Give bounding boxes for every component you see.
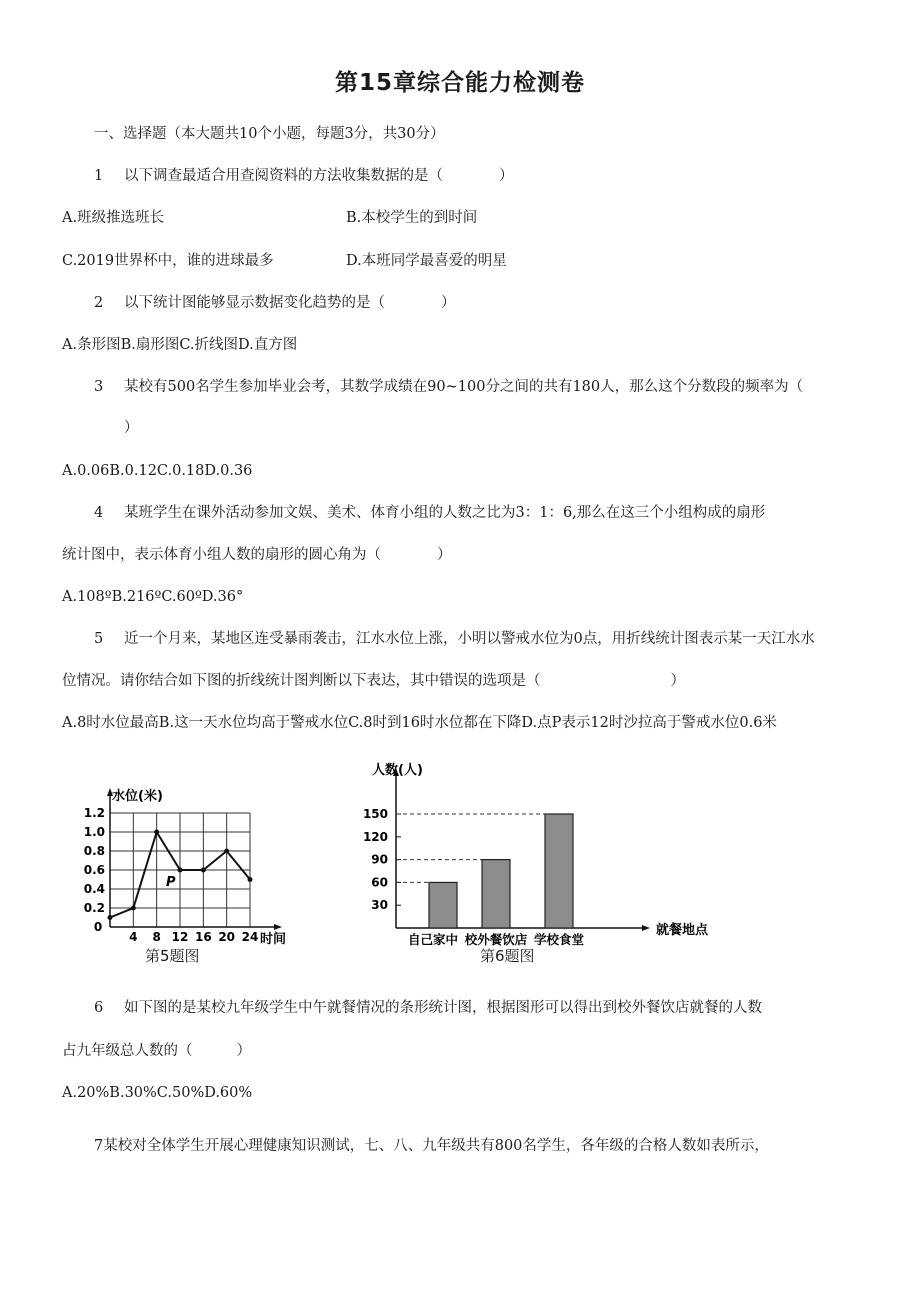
y-tick-label: 60 [371, 875, 388, 890]
question-7: 7某校对全体学生开展心理健康知识测试，七、八、九年级共有800名学生，各年级的合格人数如表所示， [94, 1138, 769, 1154]
x-tick-label: 8 [152, 930, 161, 944]
y-tick-label: 1.2 [83, 806, 105, 820]
y-tick-label: 30 [371, 898, 388, 913]
option-a: A.班级推选班长 [62, 210, 165, 226]
x-tick-label: 16 [194, 930, 212, 944]
figure-5-caption: 第5题图 [145, 947, 200, 965]
question-4-cont [62, 545, 452, 565]
bracket-close: ） [670, 673, 685, 689]
question-6 [94, 998, 762, 1018]
x-axis-label: 时间 [260, 932, 287, 947]
bar [545, 814, 573, 928]
question-number: 5 [94, 631, 104, 647]
y-tick-label: 0.4 [83, 882, 105, 896]
data-point [131, 906, 136, 911]
y-tick-label: 0.2 [83, 901, 105, 915]
question-number: 1 [94, 168, 104, 184]
question-text: 以下调查最适合用查阅资料的方法收集数据的是（ [124, 168, 443, 184]
x-category-label: 校外餐饮店 [464, 932, 528, 947]
question-text: 统计图中，表示体育小组人数的扇形的圆心角为（ [62, 547, 381, 563]
options-line: A.20%B.30%C.50%D.60% [62, 1085, 253, 1101]
x-category-label: 学校食堂 [533, 932, 585, 947]
x-tick-label: 0 [93, 920, 103, 934]
point-label-p: P [166, 875, 176, 890]
x-axis-arrow [274, 924, 282, 930]
option-b: B.本校学生的到时间 [346, 210, 478, 226]
y-axis-label: 人数(人) [372, 763, 423, 778]
y-tick-label: 120 [362, 829, 388, 844]
question-6-cont [62, 1041, 251, 1061]
y-tick-label: 150 [362, 807, 388, 821]
question-number: 4 [94, 505, 104, 521]
bracket-close: ） [236, 1043, 251, 1059]
y-tick-label: 90 [371, 852, 388, 867]
options-line: A.条形图B.扇形图C.折线图D.直方图 [62, 337, 298, 353]
question-text: 以下统计图能够显示数据变化趋势的是（ [124, 295, 385, 311]
question-text: 某校有500名学生参加毕业会考，其数学成绩在90~100分之间的共有180人，那么这个分数段的频率为（ [124, 379, 804, 395]
page-title: 第15章综合能力检测卷 [334, 70, 585, 96]
figure-6-caption: 第6题图 [480, 947, 535, 965]
question-text: 某班学生在课外活动参加文娱、美术、体育小组的人数之比为3：1：6,那么在这三个小组构成的扇形 [124, 505, 766, 521]
data-point [224, 849, 229, 854]
question-4 [94, 503, 765, 523]
options-line: A.108ºB.216ºC.60ºD.36° [62, 589, 244, 605]
bar [482, 860, 510, 928]
question-3 [94, 377, 803, 397]
x-tick-label: 24 [241, 930, 259, 944]
bracket-close: ） [441, 295, 456, 311]
y-tick-label: 0.8 [83, 844, 105, 858]
x-axis-label: 就餐地点 [656, 923, 709, 938]
bar-chart-fig6 [360, 758, 709, 948]
question-text: 近一个月来，某地区连受暴雨袭击，江水水位上涨，小明以警戒水位为0点，用折线统计图表示某一天江水水 [124, 631, 815, 647]
question-text: 如下图的是某校九年级学生中午就餐情况的条形统计图，根据图形可以得出到校外餐饮店就餐的人数 [124, 1000, 762, 1016]
x-category-label: 自己家中 [407, 932, 459, 947]
question-number: 3 [94, 379, 104, 395]
section-heading: 一、选择题（本大题共10个小题，每题3分，共30分） [94, 126, 445, 142]
y-tick-label: 1.0 [83, 825, 105, 839]
bracket-close: ） [499, 168, 514, 184]
question-text: 位情况。请你结合如下图的折线统计图判断以下表达，其中错误的选项是（ [62, 673, 541, 689]
y-tick-label: 0.6 [83, 863, 105, 877]
question-1 [94, 166, 514, 186]
data-point [108, 915, 113, 920]
question-5 [94, 629, 815, 649]
x-tick-label: 20 [218, 930, 236, 944]
question-text: 占九年级总人数的（ [62, 1043, 193, 1059]
data-point [178, 868, 183, 873]
data-point [201, 868, 206, 873]
x-axis-arrow [642, 925, 650, 931]
y-axis-label: 水位(米) [112, 789, 163, 804]
question-number: 6 [94, 1000, 104, 1016]
question-5-cont [62, 671, 685, 691]
option-c: C.2019世界杯中，谁的进球最多 [62, 253, 274, 269]
options-line: A.8时水位最高B.这一天水位均高于警戒水位C.8时到16时水位都在下降D.点P表示12时沙拉高于警戒水位0.6米 [62, 715, 777, 731]
question-2 [94, 293, 456, 313]
options-line: A.0.06B.0.12C.0.18D.0.36 [62, 463, 253, 479]
bracket-close: ） [124, 420, 139, 436]
question-number: 2 [94, 295, 104, 311]
bracket-close: ） [437, 547, 452, 563]
line-chart-fig5 [70, 780, 290, 950]
x-tick-label: 4 [129, 930, 138, 944]
data-point [154, 830, 159, 835]
x-tick-label: 12 [171, 930, 189, 944]
data-point [248, 877, 253, 882]
option-d: D.本班同学最喜爱的明星 [346, 253, 507, 269]
bar [429, 882, 457, 928]
